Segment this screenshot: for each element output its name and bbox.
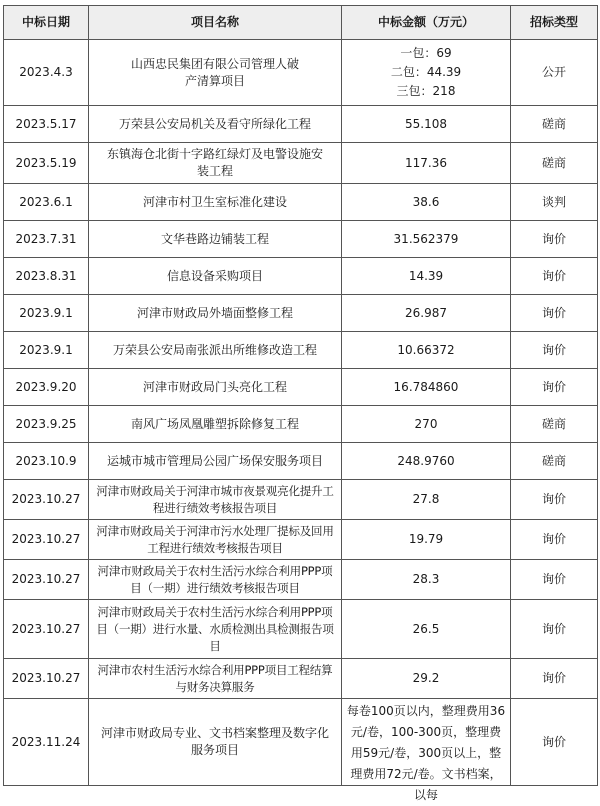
cell-date: 2023.9.20 [4, 369, 89, 406]
cell-date: 2023.6.1 [4, 184, 89, 221]
table-row [4, 258, 598, 295]
table-row [4, 184, 598, 221]
table-row [4, 332, 598, 369]
cell-bid-type: 询价 [511, 520, 598, 560]
table-row [4, 143, 598, 184]
cell-bid-type: 询价 [511, 659, 598, 699]
cell-amount: 38.6 [342, 184, 511, 221]
cell-amount: 19.79 [342, 520, 511, 560]
cell-bid-type: 询价 [511, 560, 598, 600]
table-row [4, 659, 598, 699]
header-bid-type: 招标类型 [511, 6, 598, 40]
cell-project-name: 山西忠民集团有限公司管理人破产清算项目 [89, 40, 342, 106]
cell-amount: 26.987 [342, 295, 511, 332]
cell-bid-type: 磋商 [511, 143, 598, 184]
cell-amount: 29.2 [342, 659, 511, 699]
cell-bid-type: 公开 [511, 40, 598, 106]
cell-date: 2023.9.1 [4, 295, 89, 332]
table-row [4, 443, 598, 480]
cell-amount: 16.784860 [342, 369, 511, 406]
table-row [4, 369, 598, 406]
header-row [4, 6, 598, 40]
cell-date: 2023.10.27 [4, 600, 89, 659]
cell-bid-type: 磋商 [511, 443, 598, 480]
bid-results-table [3, 5, 598, 802]
cell-amount: 一包：69 二包：44.39 三包：218 [342, 40, 511, 106]
cell-amount: 117.36 [342, 143, 511, 184]
cell-bid-type: 磋商 [511, 406, 598, 443]
cell-bid-type: 询价 [511, 699, 598, 786]
cell-amount: 27.8 [342, 480, 511, 520]
cell-bid-type: 询价 [511, 295, 598, 332]
cell-amount: 248.9760 [342, 443, 511, 480]
cell-project-name: 河津市财政局外墙面整修工程 [89, 295, 342, 332]
table-row [4, 600, 598, 659]
table-row [4, 480, 598, 520]
cell-amount: 26.5 [342, 600, 511, 659]
cell-bid-type: 询价 [511, 600, 598, 659]
cell-bid-type: 谈判 [511, 184, 598, 221]
cell-bid-type: 询价 [511, 332, 598, 369]
table-row [4, 40, 598, 106]
header-amount: 中标金额（万元） [342, 6, 511, 40]
cell-project-name: 河津市财政局关于农村生活污水综合利用PPP项目（一期）进行水量、水质检测出具检测报告项目 [89, 600, 342, 659]
cell-project-name: 河津市财政局门头亮化工程 [89, 369, 342, 406]
cell-date: 2023.10.27 [4, 480, 89, 520]
table-row [4, 560, 598, 600]
cell-amount: 10.66372 [342, 332, 511, 369]
cell-date: 2023.11.24 [4, 699, 89, 786]
table-row [4, 221, 598, 258]
cell-project-name: 文华巷路边铺装工程 [89, 221, 342, 258]
cell-date: 2023.10.27 [4, 659, 89, 699]
cell-project-name: 河津市财政局专业、文书档案整理及数字化服务项目 [89, 699, 342, 786]
cell-amount [342, 699, 511, 802]
cell-amount: 31.562379 [342, 221, 511, 258]
cell-project-name: 万荣县公安局机关及看守所绿化工程 [89, 106, 342, 143]
cell-date: 2023.9.25 [4, 406, 89, 443]
cell-date: 2023.4.3 [4, 40, 89, 106]
cell-project-name: 河津市财政局关于农村生活污水综合利用PPP项目（一期）进行绩效考核报告项目 [89, 560, 342, 600]
cell-project-name: 河津市村卫生室标准化建设 [89, 184, 342, 221]
cell-project-name: 信息设备采购项目 [89, 258, 342, 295]
cell-bid-type: 询价 [511, 369, 598, 406]
cell-date: 2023.5.17 [4, 106, 89, 143]
cell-date: 2023.9.1 [4, 332, 89, 369]
cell-date: 2023.10.9 [4, 443, 89, 480]
table-row [4, 406, 598, 443]
cell-project-name: 万荣县公安局南张派出所维修改造工程 [89, 332, 342, 369]
cell-amount: 270 [342, 406, 511, 443]
cell-amount: 14.39 [342, 258, 511, 295]
table-row [4, 520, 598, 560]
table-row [4, 295, 598, 332]
cell-project-name: 河津市农村生活污水综合利用PPP项目工程结算与财务决算服务 [89, 659, 342, 699]
cell-project-name: 南风广场凤凰雕塑拆除修复工程 [89, 406, 342, 443]
header-project-name: 项目名称 [89, 6, 342, 40]
amount-text: 每卷100页以内，整理费用36元/卷，100-300页，整理费用59元/卷，300页以上，整理费用72元/卷。文书档案，以每 [346, 704, 506, 802]
cell-date: 2023.7.31 [4, 221, 89, 258]
cell-date: 2023.10.27 [4, 560, 89, 600]
cell-project-name: 东镇海仓北街十字路红绿灯及电警设施安装工程 [89, 143, 342, 184]
cell-date: 2023.8.31 [4, 258, 89, 295]
cell-date: 2023.5.19 [4, 143, 89, 184]
cell-date: 2023.10.27 [4, 520, 89, 560]
table-row [4, 106, 598, 143]
table-row [4, 699, 598, 786]
cell-bid-type: 询价 [511, 258, 598, 295]
header-date: 中标日期 [4, 6, 89, 40]
cell-amount: 55.108 [342, 106, 511, 143]
cell-project-name: 河津市财政局关于河津市城市夜景观亮化提升工程进行绩效考核报告项目 [89, 480, 342, 520]
cell-project-name: 运城市城市管理局公园广场保安服务项目 [89, 443, 342, 480]
cell-bid-type: 询价 [511, 221, 598, 258]
cell-bid-type: 询价 [511, 480, 598, 520]
cell-bid-type: 磋商 [511, 106, 598, 143]
cell-amount: 28.3 [342, 560, 511, 600]
cell-project-name: 河津市财政局关于河津市污水处理厂提标及回用工程进行绩效考核报告项目 [89, 520, 342, 560]
